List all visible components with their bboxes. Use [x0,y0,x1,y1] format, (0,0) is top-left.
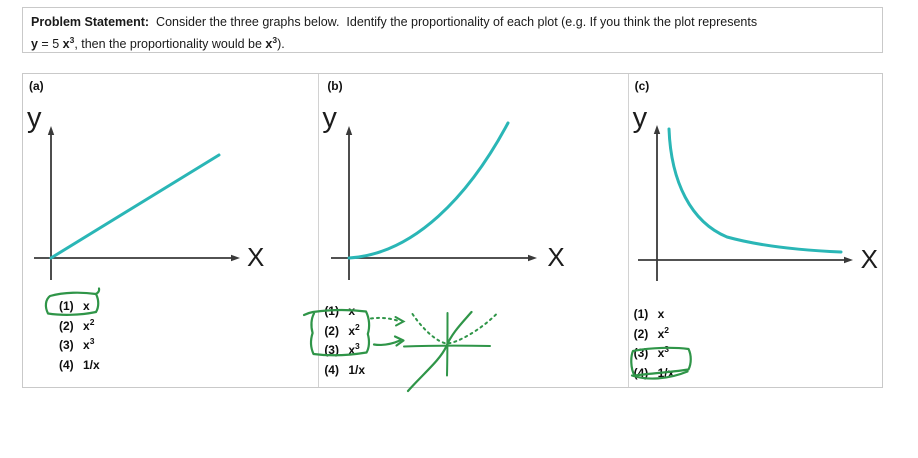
option: (3) $x^3$ [324,341,360,357]
panel-c-y-axis-label: y [632,102,648,134]
panel-a [23,74,318,387]
linear-curve [51,155,219,258]
problem-statement-line2: y = 5 $x^3$, then the proportionality would be $x^3$). [31,35,285,52]
option: (4) 1/x [633,365,675,380]
panel-a-label: (a) [29,79,44,93]
y-axis-arrowhead [48,126,54,135]
panel-c [628,74,882,387]
option: (2) $x^2$ [59,316,95,333]
panel-c-x-axis-label: X [860,244,878,274]
panel-c-label: (c) [634,79,650,93]
x-axis-arrowhead [844,257,853,263]
problem-statement-label: Problem Statement: [31,15,150,29]
option: (3) $x^3$ [59,336,95,352]
panel-a-options [59,295,100,373]
option: (1) x [324,304,355,318]
problem-statement-box [22,7,883,53]
option: (4) 1/x [324,362,365,377]
panel-b-y-axis-label: y [322,102,337,134]
option: (2) $x^2$ [324,321,360,338]
x-axis-arrowhead [528,255,537,261]
panel-a-y-axis-label: y [27,102,42,134]
y-axis-arrowhead [653,125,659,134]
x-axis-arrowhead [231,255,240,261]
y-axis-arrowhead [346,126,352,135]
option: (4) 1/x [59,357,100,372]
problem-statement-line1 [31,13,874,31]
panel-b-options [324,300,365,378]
panel-b-label: (b) [327,79,343,93]
option: (1) x [59,299,90,313]
option: (2) $x^2$ [633,324,670,341]
option: (1) x [633,307,665,321]
inverse-curve [669,129,841,252]
panel-b-graph [319,74,629,389]
problem-statement-body: Consider the three graphs below. Identify the proportionality of each plot (e.g. If you think the plot represents [149,15,758,29]
option: (3) $x^3$ [633,344,670,360]
power-curve [349,123,508,258]
panel-b [318,74,627,387]
panel-table [22,73,883,388]
panel-c-options [634,303,675,381]
panel-a-x-axis-label: X [247,242,265,272]
panel-b-x-axis-label: X [547,242,565,272]
